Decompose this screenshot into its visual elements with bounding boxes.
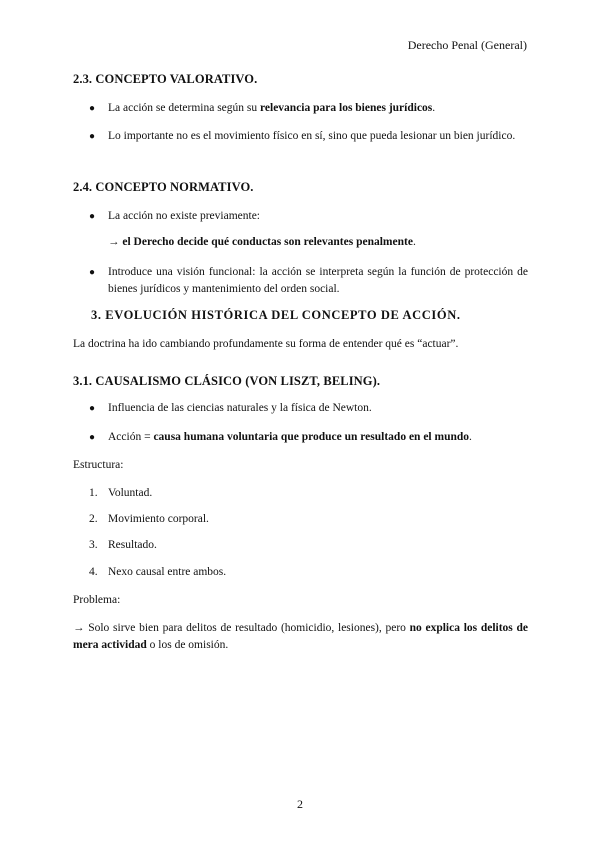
estructura-label: Estructura:: [73, 459, 124, 471]
item-number: 1.: [89, 487, 98, 499]
running-header: Derecho Penal (General): [407, 38, 527, 52]
problema-label: Problema:: [73, 594, 121, 606]
list-item-text: Introduce una visión funcional: la acción se interpreta según la función de protección de bienes jurídicos y mantenimiento del orden social.: [108, 266, 528, 295]
list-item-text: Influencia de las ciencias naturales y la física de Newton.: [108, 402, 372, 414]
paragraph: La doctrina ha ido cambiando profundamente su forma de entender qué es “actuar”.: [73, 338, 459, 350]
list-item-text: La acción no existe previamente:: [108, 210, 260, 222]
list-item-text: Acción = causa humana voluntaria que produce un resultado en el mundo.: [108, 431, 472, 443]
section-heading-3: 3. EVOLUCIÓN HISTÓRICA DEL CONCEPTO DE ACCIÓN.: [91, 308, 461, 322]
arrow-statement: → el Derecho decide qué conductas son relevantes penalmente.: [108, 236, 416, 248]
bullet-icon: ●: [89, 403, 96, 414]
item-number: 2.: [89, 513, 98, 525]
item-text: Voluntad.: [108, 487, 153, 499]
bullet-icon: ●: [89, 103, 96, 114]
list-item-text: La acción se determina según su relevancia para los bienes jurídicos.: [108, 102, 436, 114]
item-text: Movimiento corporal.: [108, 513, 209, 525]
bullet-icon: ●: [89, 432, 96, 443]
section-heading-3-1: 3.1. CAUSALISMO CLÁSICO (VON LISZT, BELING).: [73, 374, 381, 388]
bullet-icon: ●: [89, 131, 96, 142]
bullet-icon: ●: [89, 211, 96, 222]
item-number: 4.: [89, 566, 98, 578]
item-number: 3.: [89, 539, 98, 551]
section-heading-2-4: 2.4. CONCEPTO NORMATIVO.: [73, 180, 254, 194]
item-text: Resultado.: [108, 539, 157, 551]
item-text: Nexo causal entre ambos.: [108, 566, 227, 578]
bullet-icon: ●: [89, 267, 96, 278]
section-heading-2-3: 2.3. CONCEPTO VALORATIVO.: [73, 72, 258, 86]
page-number: 2: [297, 797, 303, 811]
problema-paragraph: → Solo sirve bien para delitos de resultado (homicidio, lesiones), pero no explica los delitos de mera actividad o los de omisión.: [73, 622, 528, 651]
list-item-text: Lo importante no es el movimiento físico en sí, sino que pueda lesionar un bien jurídico.: [108, 130, 516, 142]
